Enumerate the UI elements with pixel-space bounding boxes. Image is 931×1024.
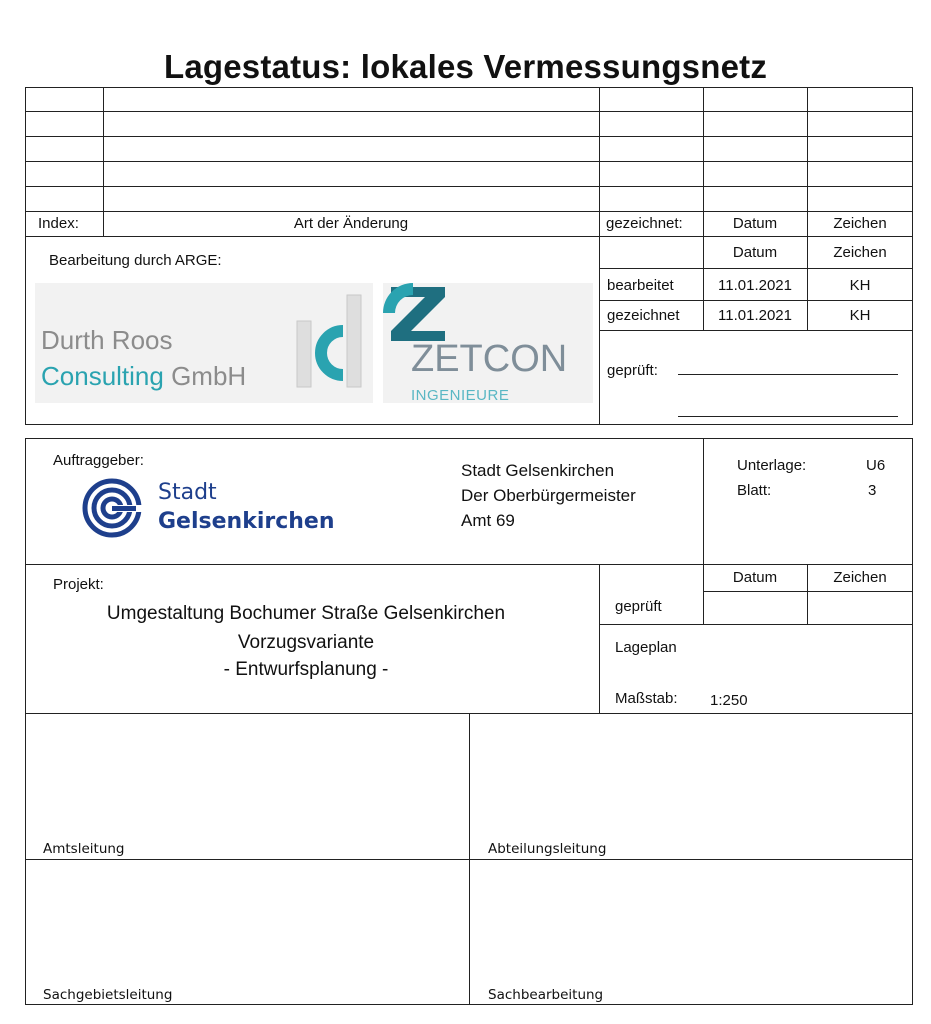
scale-value: 1:250: [710, 692, 748, 709]
zetcon-logo: ZETCON INGENIEURE: [383, 283, 593, 403]
durth-roos-logo: Durth Roos Consulting GmbH: [35, 283, 373, 403]
client-address-line: Amt 69: [461, 511, 515, 530]
blatt-value: 3: [868, 482, 877, 499]
client-address-line: Stadt Gelsenkirchen: [461, 461, 615, 480]
approval-row-date: 11.01.2021: [718, 277, 792, 294]
project-sign-header: Zeichen: [833, 569, 887, 586]
gelsenkirchen-logo-line1: Stadt: [158, 480, 217, 505]
project-title-line: Umgestaltung Bochumer Straße Gelsenkirchen: [106, 603, 506, 624]
sig-amtsleitung: Amtsleitung: [43, 841, 125, 857]
scale-label: Maßstab:: [615, 690, 678, 707]
client-label: Auftraggeber:: [53, 452, 144, 469]
arge-label: Bearbeitung durch ARGE:: [49, 252, 222, 269]
unterlage-label: Unterlage:: [737, 457, 807, 474]
approval-row-label: bearbeitet: [607, 277, 674, 294]
checked-label: geprüft:: [607, 362, 658, 379]
gelsenkirchen-logo-icon: [82, 478, 152, 538]
unterlage-value: U6: [866, 457, 886, 474]
blatt-label: Blatt:: [737, 482, 772, 499]
approval-date-header: Datum: [732, 244, 778, 261]
project-checked-label: geprüft: [615, 598, 662, 615]
rd-mark-icon: [295, 291, 370, 391]
project-title-line: Vorzugsvariante: [237, 632, 375, 653]
client-address-line: Der Oberbürgermeister: [461, 486, 636, 505]
approval-row-sign: KH: [849, 307, 871, 324]
sig-sachbearbeitung: Sachbearbeitung: [488, 987, 604, 1003]
sig-abteilungsleitung: Abteilungsleitung: [488, 841, 607, 857]
approval-row-date: 11.01.2021: [718, 307, 792, 324]
zetcon-mark-icon: [383, 283, 453, 345]
revision-index-header: Index:: [38, 215, 79, 232]
revision-drawn-header: gezeichnet:: [606, 215, 683, 232]
plan-type: Lageplan: [615, 639, 677, 656]
revision-date-header: Datum: [732, 215, 778, 232]
approval-sign-header: Zeichen: [833, 244, 887, 261]
revision-sign-header: Zeichen: [833, 215, 887, 232]
revision-change-header: Art der Änderung: [293, 215, 409, 232]
approval-row-sign: KH: [849, 277, 871, 294]
checked-signature-line-2: [678, 416, 898, 417]
project-label: Projekt:: [53, 576, 104, 593]
sig-sachgebietsleitung: Sachgebietsleitung: [43, 987, 173, 1003]
checked-signature-line: [678, 374, 898, 375]
project-date-header: Datum: [732, 569, 778, 586]
project-title-line: - Entwurfsplanung -: [223, 659, 389, 680]
gelsenkirchen-logo-line2: Gelsenkirchen: [158, 509, 335, 534]
approval-row-label: gezeichnet: [607, 307, 680, 324]
page-title: Lagestatus: lokales Vermessungsnetz: [163, 48, 768, 85]
